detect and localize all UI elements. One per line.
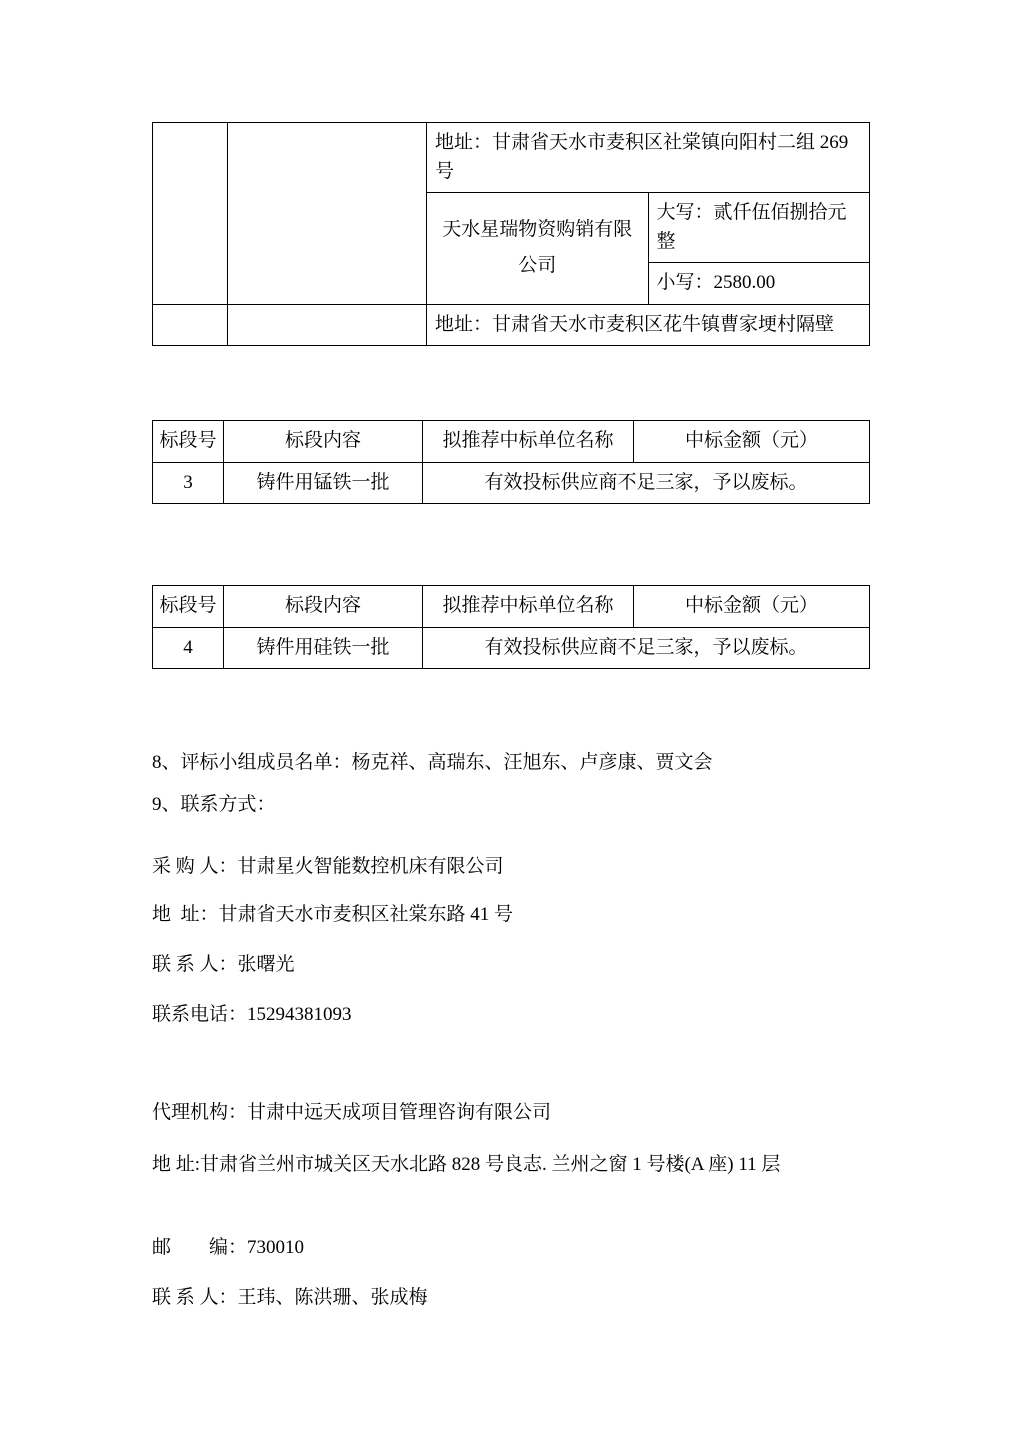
blank-cell-second-2 [228, 304, 427, 346]
table-header-row [153, 421, 870, 463]
address-cell-1: 地址：甘肃省天水市麦积区社棠镇向阳村二组 269 号 [427, 123, 870, 193]
header-section-no: 标段号 [153, 421, 224, 463]
contact-section-heading: 9、联系方式： [152, 794, 276, 815]
header-winning-unit: 拟推荐中标单位名称 [423, 421, 634, 463]
cell-section-content: 铸件用硅铁一批 [224, 627, 423, 669]
amount-upper-cell [648, 193, 870, 263]
amount-lower-label: 小写： [656, 272, 714, 293]
buyer-line: 采 购 人：甘肃星火智能数控机床有限公司 [152, 856, 504, 877]
table-header-row [153, 586, 870, 628]
agency-contact-line: 联 系 人：王玮、陈洪珊、张成梅 [152, 1287, 428, 1308]
cell-section-content: 铸件用锰铁一批 [224, 462, 423, 504]
bid-section-3-table [152, 420, 870, 504]
cell-section-no: 4 [153, 627, 224, 669]
blank-cell-second [228, 123, 427, 305]
header-section-content: 标段内容 [224, 586, 423, 628]
blank-cell-left-2 [153, 304, 228, 346]
header-winning-unit: 拟推荐中标单位名称 [423, 586, 634, 628]
table-row [153, 123, 870, 193]
blank-cell-left [153, 123, 228, 305]
table-row [153, 627, 870, 669]
table-row [153, 304, 870, 346]
address-amount-table [152, 122, 870, 346]
buyer-phone-line: 联系电话：15294381093 [152, 1004, 352, 1025]
agency-line: 代理机构：甘肃中远天成项目管理咨询有限公司 [152, 1102, 552, 1123]
table-row [153, 462, 870, 504]
agency-postcode-line: 邮 编：730010 [152, 1237, 305, 1258]
header-section-content: 标段内容 [224, 421, 423, 463]
cell-section-result: 有效投标供应商不足三家，予以废标。 [423, 462, 870, 504]
header-winning-amount: 中标金额（元） [634, 586, 870, 628]
cell-section-no: 3 [153, 462, 224, 504]
amount-lower-cell [648, 263, 870, 305]
amount-lower-value: 2580.00 [713, 272, 776, 293]
amount-upper-value: 贰仟伍佰捌拾元整 [656, 202, 847, 252]
header-winning-amount: 中标金额（元） [634, 421, 870, 463]
bid-section-4-table [152, 585, 870, 669]
header-section-no: 标段号 [153, 586, 224, 628]
company-name-cell: 天水星瑞物资购销有限公司 [427, 193, 649, 305]
amount-upper-label: 大写： [656, 202, 714, 223]
evaluation-committee-line: 8、评标小组成员名单：杨克祥、高瑞东、汪旭东、卢彦康、贾文会 [152, 752, 713, 773]
buyer-contact-line: 联 系 人：张曙光 [152, 954, 295, 975]
address-cell-2: 地址：甘肃省天水市麦积区花牛镇曹家埂村隔壁 [427, 304, 870, 346]
agency-address-line: 地 址:甘肃省兰州市城关区天水北路 828 号良志. 兰州之窗 1 号楼(A 座) 11 层 [152, 1154, 781, 1175]
cell-section-result: 有效投标供应商不足三家，予以废标。 [423, 627, 870, 669]
buyer-address-line: 地 址：甘肃省天水市麦积区社棠东路 41 号 [152, 904, 514, 925]
